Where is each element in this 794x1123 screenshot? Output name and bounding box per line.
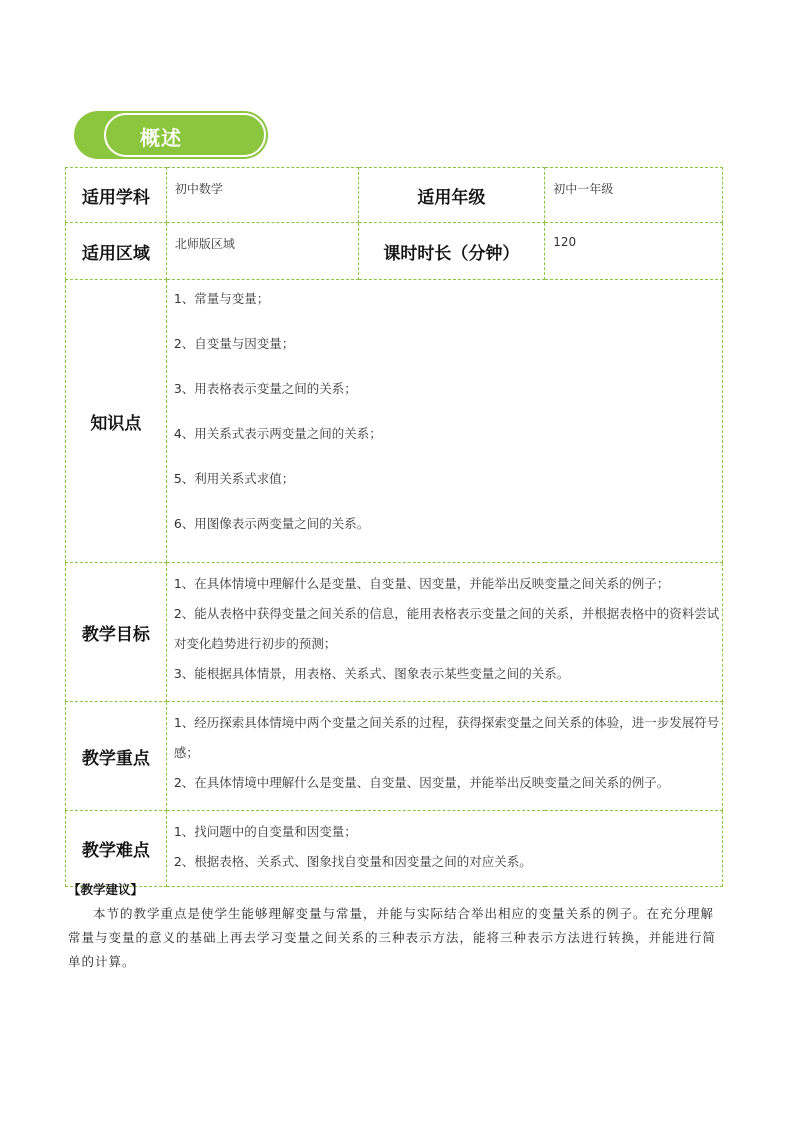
list-item: 6、用图像表示两变量之间的关系。 — [173, 516, 370, 531]
grade-value: 初中一年级 — [545, 168, 723, 223]
list-item: 5、利用关系式求值； — [173, 471, 295, 486]
knowledge-label: 知识点 — [66, 280, 167, 563]
region-value: 北师版区域 — [166, 223, 358, 280]
overview-title: 概述 — [140, 126, 182, 150]
list-item: 1、在具体情境中理解什么是变量、自变量、因变量，并能举出反映变量之间关系的例子； — [173, 576, 670, 591]
subject-label: 适用学科 — [66, 168, 167, 223]
list-item: 1、经历探索具体情境中两个变量之间关系的过程，获得探索变量之间关系的体验，进一步发展符号感； — [173, 715, 720, 760]
table-row — [66, 168, 723, 223]
goals-label: 教学目标 — [66, 563, 167, 702]
suggestion-body: 本节的教学重点是使学生能够理解变量与常量，并能与实际结合举出相应的变量关系的例子。在充分理解常量与变量的意义的基础上再去学习变量之间关系的三种表示方法，能将三种表示方法进行转换，并能进行简单的计算。 — [68, 906, 717, 969]
region-label: 适用区域 — [66, 223, 167, 280]
list-item: 2、自变量与因变量； — [173, 336, 295, 351]
table-row — [66, 811, 723, 887]
list-item: 1、常量与变量； — [173, 291, 270, 306]
key-label: 教学重点 — [66, 702, 167, 811]
table-row — [66, 702, 723, 811]
list-item: 4、用关系式表示两变量之间的关系； — [173, 426, 382, 441]
difficult-list — [166, 811, 722, 887]
list-item: 3、能根据具体情景，用表格、关系式、图象表示某些变量之间的关系。 — [173, 666, 570, 681]
duration-value: 120 — [545, 223, 723, 280]
suggestion-title: 【教学建议】 — [68, 882, 144, 897]
difficult-label: 教学难点 — [66, 811, 167, 887]
list-item: 2、在具体情境中理解什么是变量、自变量、因变量，并能举出反映变量之间关系的例子。 — [173, 775, 670, 790]
table-row — [66, 563, 723, 702]
list-item: 3、用表格表示变量之间的关系； — [173, 381, 357, 396]
duration-label: 课时时长（分钟） — [358, 223, 545, 280]
table-row — [66, 223, 723, 280]
list-item: 1、找问题中的自变量和因变量； — [173, 824, 357, 839]
knowledge-list — [166, 280, 722, 563]
grade-label: 适用年级 — [358, 168, 545, 223]
goals-list — [166, 563, 722, 702]
key-list — [166, 702, 722, 811]
subject-value: 初中数学 — [166, 168, 358, 223]
list-item: 2、根据表格、关系式、图象找自变量和因变量之间的对应关系。 — [173, 854, 532, 869]
overview-table — [65, 167, 723, 887]
overview-pill — [104, 113, 266, 157]
list-item: 2、能从表格中获得变量之间关系的信息，能用表格表示变量之间的关系，并根据表格中的资料尝试对变化趋势进行初步的预测； — [173, 606, 720, 651]
table-row — [66, 280, 723, 563]
